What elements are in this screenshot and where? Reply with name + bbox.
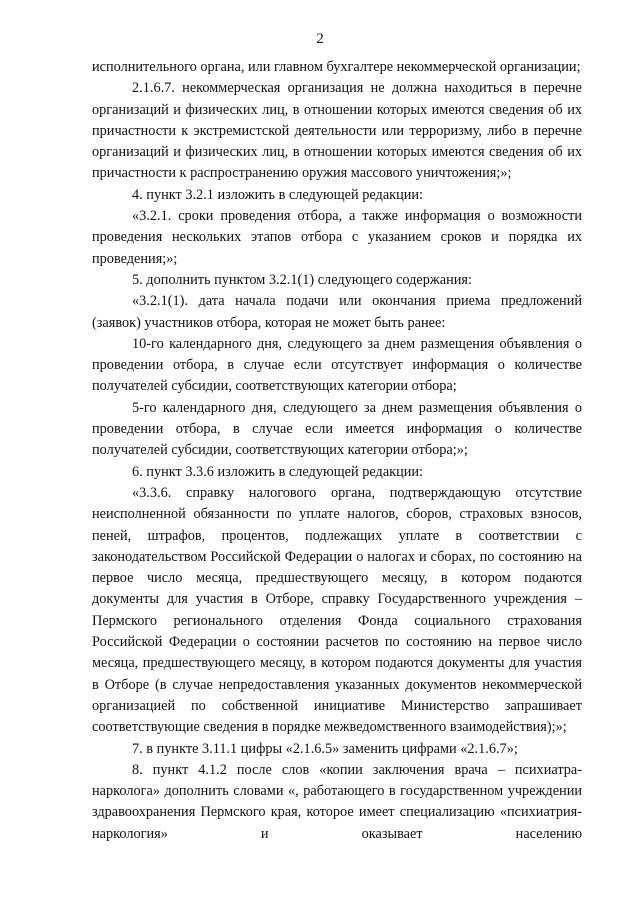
paragraph-10th-day: 10-го календарного дня, следующего за днем размещения объявления о проведении отбора, в случае если отсутствует информация о количестве получателей субсидии, соответствующих категории отбора; bbox=[92, 335, 582, 395]
paragraph-item-8: 8. пункт 4.1.2 после слов «копии заключения врача – психиатра-нарколога» дополнить словами «, работающего в государственном учреждении здравоохранения Пермского края, которое имеет специализацию «психиатрия-наркология» и оказывает населению bbox=[92, 761, 582, 842]
paragraph-continuation: исполнительного органа, или главном бухгалтере некоммерческой организации; bbox=[92, 59, 581, 75]
paragraph-item-6: 6. пункт 3.3.6 изложить в следующей редакции: bbox=[132, 463, 424, 480]
paragraph-clause-2-1-6-7: 2.1.6.7. некоммерческая организация не должна находиться в перечне организаций и физических лиц, в отношении которых имеются сведения об их причастности к экстремистской деятельности или терроризму, либо в перечне организаций и физических лиц, в отношении которых имеются сведения об их причастности к распространению оружия массового уничтожения;»; bbox=[92, 80, 582, 182]
page-number: 2 bbox=[316, 31, 324, 47]
paragraph-item-5: 5. дополнить пунктом 3.2.1(1) следующего содержания: bbox=[132, 271, 472, 288]
paragraph-clause-3-2-1-1: «3.2.1(1). дата начала подачи или окончания приема предложений (заявок) участников отбора, которая не может быть ранее: bbox=[92, 293, 582, 331]
paragraph-5th-day: 5-го календарного дня, следующего за днем размещения объявления о проведении отбора, в случае если имеется информация о количестве получателей субсидии, соответствующих категории отбора;»; bbox=[92, 399, 582, 459]
paragraph-clause-3-2-1: «3.2.1. сроки проведения отбора, а также информация о возможности проведения нескольких этапов отбора с указанием сроков и порядка их проведения;»; bbox=[92, 208, 582, 267]
paragraph-clause-3-3-6: «3.3.6. справку налогового органа, подтверждающую отсутствие неисполненной обязанности по уплате налогов, сборов, страховых взносов, пеней, штрафов, процентов, подлежащих уплате в соответствии с законодательством Российской Федерации о налогах и сборах, по состоянию на первое число месяца, предшествующего месяцу, в котором подаются документы для участия в Отборе, справку Государственного учреждения – Пермского регионального отделения Фонда социального страхования Российской Федерации о состоянии расчетов по состоянию на первое число месяца, предшествующего месяцу, в котором подаются документы для участия в Отборе (в случае непредоставления указанных документов некоммерческой организацией по собственной инициативе Министерство запрашивает соответствующие сведения в порядке межведомственного взаимодействия);»; bbox=[92, 484, 582, 736]
paragraph-item-7: 7. в пункте 3.11.1 цифры «2.1.6.5» заменить цифрами «2.1.6.7»; bbox=[132, 740, 518, 757]
document-body bbox=[92, 57, 582, 845]
paragraph-item-4: 4. пункт 3.2.1 изложить в следующей редакции: bbox=[132, 186, 424, 203]
